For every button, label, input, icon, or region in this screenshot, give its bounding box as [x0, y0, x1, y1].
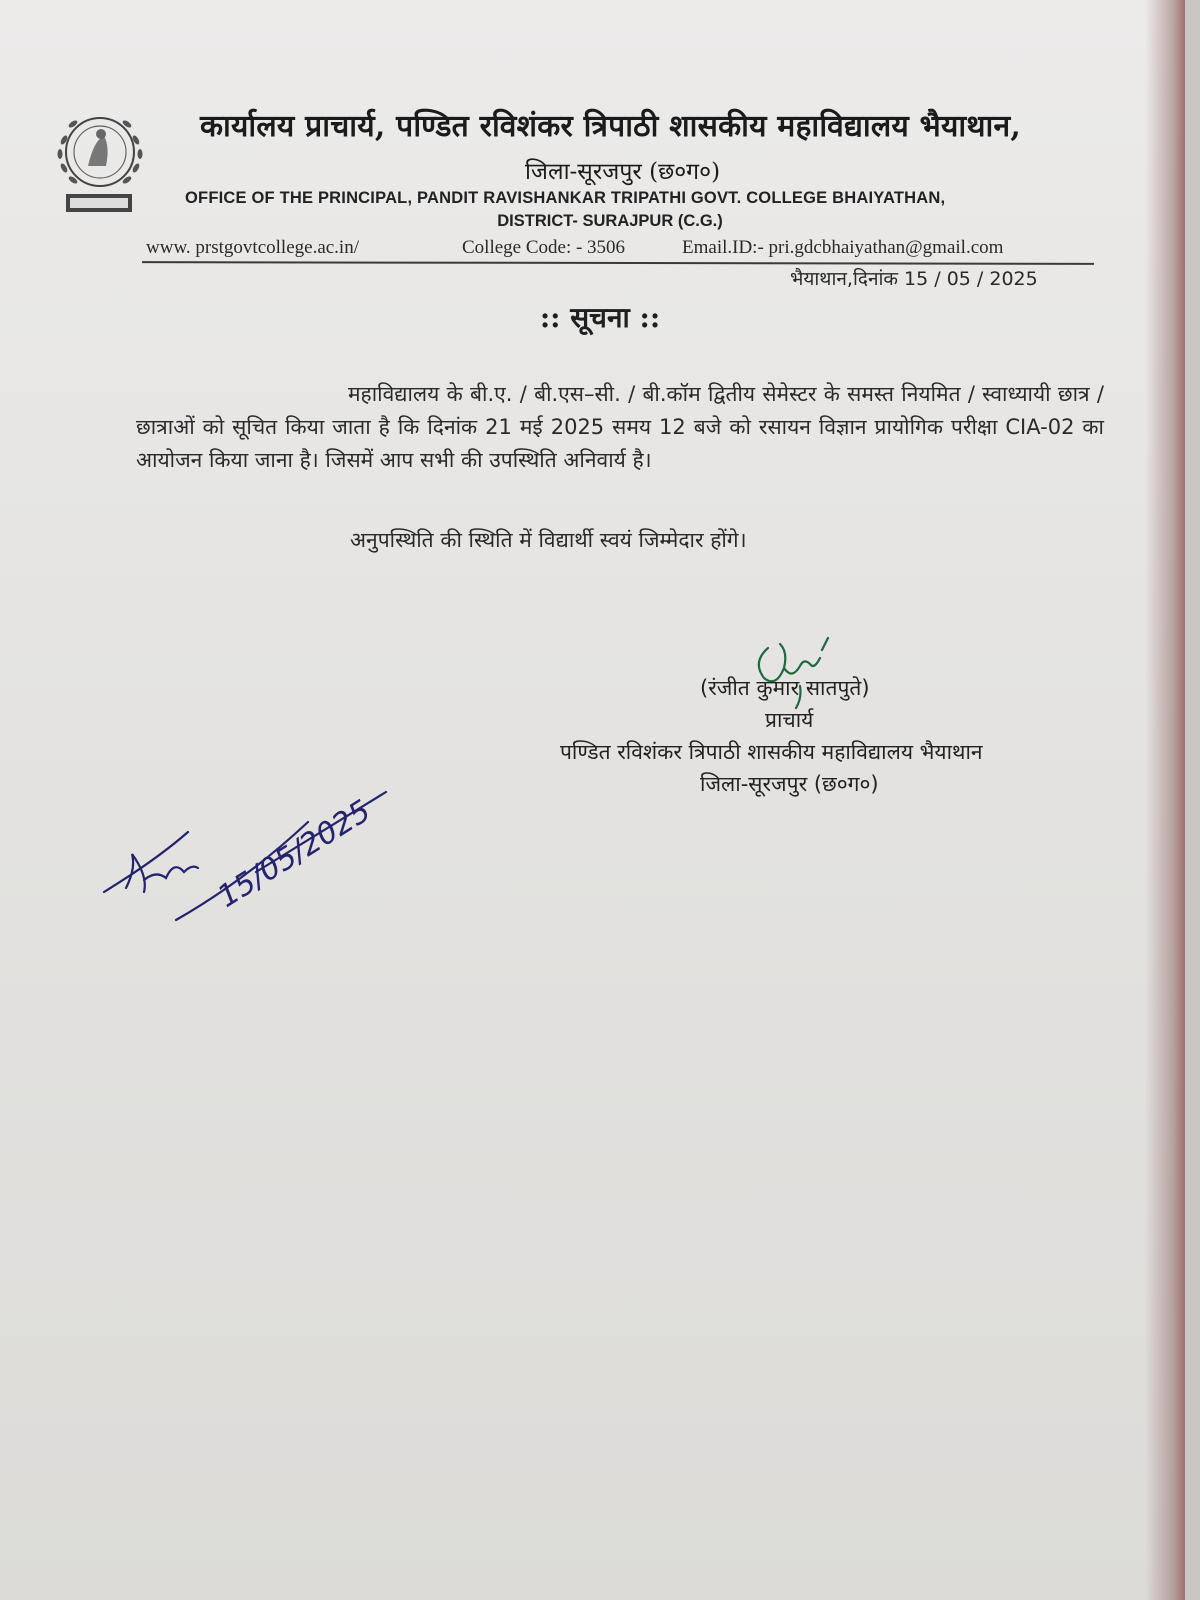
signatory-district: जिला-सूरजपुर (छ०ग०) — [700, 772, 879, 796]
signatory-designation: प्राचार्य — [765, 708, 814, 732]
principal-signature-icon — [730, 628, 850, 718]
signatory-name: (रंजीत कुमार सातपुते) — [700, 676, 870, 700]
letterhead-title-hindi: कार्यालय प्राचार्य, पण्डित रविशंकर त्रिपाठी शासकीय महाविद्यालय भैयाथान, — [200, 109, 1021, 144]
letterhead-district-english: DISTRICT- SURAJPUR (C.G.) — [497, 212, 723, 230]
letterhead-title-english: OFFICE OF THE PRINCIPAL, PANDIT RAVISHANKAR TRIPATHI GOVT. COLLEGE BHAIYATHAN, — [185, 189, 946, 207]
college-code: College Code: - 3506 — [462, 237, 626, 258]
notice-paragraph-2: अनुपस्थिति की स्थिति में विद्यार्थी स्वयं जिम्मेदार होंगे। — [350, 528, 747, 552]
college-emblem-icon — [44, 100, 156, 220]
page-edge-shadow — [1145, 0, 1185, 1600]
notice-title: :: सूचना :: — [539, 301, 661, 334]
notice-paragraph-1: महाविद्यालय के बी.ए. / बी.एस–सी. / बी.कॉम द्वितीय सेमेस्टर के समस्त नियमित / स्वाध्यायी छात्र / छात्राओं को सूचित किया जाता है कि दिनांक 21 मई 2025 समय 12 बजे को रसायन विज्ञान प्रायोगिक परीक्षा CIA-02 का आयोजन किया जाना है। जिसमें आप सभी की उपस्थिति अनिवार्य है। — [136, 382, 1104, 472]
email-address[interactable]: Email.ID:- pri.gdcbhaiyathan@gmail.com — [682, 237, 1004, 258]
letterhead-district-hindi: जिला-सूरजपुर (छ०ग०) — [524, 159, 721, 185]
website-link[interactable]: www. prstgovtcollege.ac.in/ — [146, 237, 359, 258]
handwritten-receipt-note-icon — [96, 780, 406, 940]
handwritten-date: 15/05/2025 — [211, 793, 377, 915]
notice-date: भैयाथान,दिनांक 15 / 05 / 2025 — [790, 268, 1038, 290]
signatory-institution: पण्डित रविशंकर त्रिपाठी शासकीय महाविद्यालय भैयाथान — [560, 740, 983, 764]
